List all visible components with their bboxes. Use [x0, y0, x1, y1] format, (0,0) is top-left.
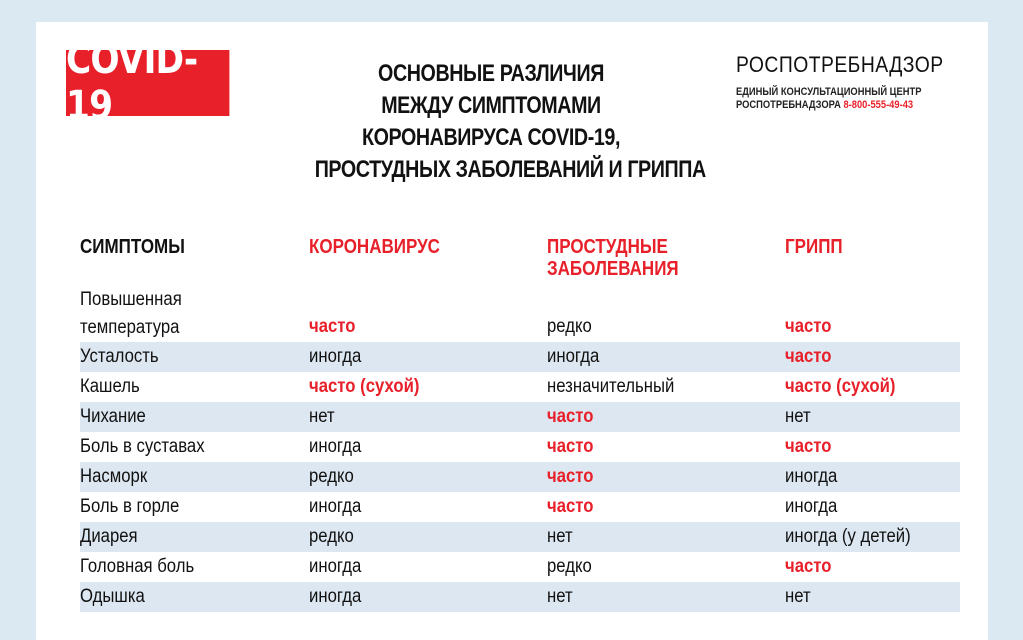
coronavirus-cell: иногда	[309, 556, 362, 577]
symptom-cell: Насморк	[80, 462, 309, 492]
org-block	[736, 52, 976, 112]
cold-cell: часто	[547, 436, 594, 457]
flu-cell: иногда	[785, 496, 838, 517]
hotline-phone: 8-800-555-49-43	[843, 99, 914, 111]
table-row	[80, 342, 960, 372]
org-sub-line	[736, 99, 940, 112]
header-cold: ПРОСТУДНЫЕ ЗАБОЛЕВАНИЯ	[547, 236, 679, 280]
header-symptoms: СИМПТОМЫ	[80, 236, 185, 258]
flu-cell: часто	[785, 436, 832, 457]
table-row	[80, 582, 960, 612]
org-sub-line: ЕДИНЫЙ КОНСУЛЬТАЦИОННЫЙ ЦЕНТР	[736, 86, 922, 98]
cold-cell: часто	[547, 462, 785, 492]
symptom-cell: Усталость	[80, 342, 309, 372]
flu-cell: часто	[785, 556, 832, 577]
table-row	[80, 432, 960, 462]
poster-title	[276, 58, 706, 186]
symptom-cell: Повышенная температура	[80, 289, 182, 338]
table-row	[80, 462, 960, 492]
coronavirus-cell: редко	[309, 462, 547, 492]
coronavirus-cell: редко	[309, 522, 547, 552]
symptom-cell: Головная боль	[80, 556, 195, 577]
org-name: РОСПОТРЕБНАДЗОР	[736, 52, 944, 77]
flu-cell: иногда (у детей)	[785, 522, 960, 552]
coronavirus-cell: иногда	[309, 496, 362, 517]
coronavirus-cell: иногда	[309, 582, 547, 612]
symptom-cell: Диарея	[80, 522, 309, 552]
flu-cell: нет	[785, 402, 960, 432]
symptom-cell: Боль в суставах	[80, 436, 205, 457]
table-header-row	[80, 228, 960, 286]
coronavirus-cell: иногда	[309, 342, 547, 372]
org-sub-line2: РОСПОТРЕБНАДЗОРА	[736, 99, 841, 111]
flu-cell: иногда	[785, 462, 960, 492]
flu-cell: нет	[785, 582, 960, 612]
flu-cell: часто	[785, 316, 832, 337]
title-line: МЕЖДУ СИМПТОМАМИ	[381, 92, 601, 119]
cold-cell: незначительный	[547, 376, 675, 397]
cold-cell: нет	[547, 522, 785, 552]
coronavirus-cell: часто	[309, 316, 356, 337]
coronavirus-cell: нет	[309, 402, 547, 432]
symptom-cell: Одышка	[80, 582, 309, 612]
symptom-cell: Боль в горле	[80, 496, 180, 517]
table-row	[80, 552, 960, 582]
cold-cell: иногда	[547, 342, 785, 372]
symptom-cell: Чихание	[80, 402, 309, 432]
title-line: ПРОСТУДНЫХ ЗАБОЛЕВАНИЙ И ГРИППА	[314, 156, 706, 183]
header-flu: ГРИПП	[785, 236, 843, 258]
covid-badge: COVID-19	[66, 50, 229, 116]
symptoms-table	[80, 228, 960, 612]
header-coronavirus: КОРОНАВИРУС	[309, 236, 440, 258]
cold-cell: нет	[547, 582, 785, 612]
table-row	[80, 372, 960, 402]
flu-cell: часто	[785, 342, 960, 372]
cold-cell: редко	[547, 316, 592, 337]
org-subtitle	[736, 86, 940, 112]
cold-cell: часто	[547, 496, 594, 517]
symptom-cell: Кашель	[80, 376, 140, 397]
coronavirus-cell: иногда	[309, 436, 362, 457]
title-line: КОРОНАВИРУСА COVID-19,	[361, 124, 620, 151]
cold-cell: редко	[547, 556, 592, 577]
table-row	[80, 402, 960, 432]
table-row	[80, 522, 960, 552]
cold-cell: часто	[547, 402, 785, 432]
table-row	[80, 492, 960, 522]
title-line: ОСНОВНЫЕ РАЗЛИЧИЯ	[378, 60, 604, 87]
flu-cell: часто (сухой)	[785, 376, 896, 397]
table-row	[80, 286, 960, 342]
coronavirus-cell: часто (сухой)	[309, 376, 420, 397]
